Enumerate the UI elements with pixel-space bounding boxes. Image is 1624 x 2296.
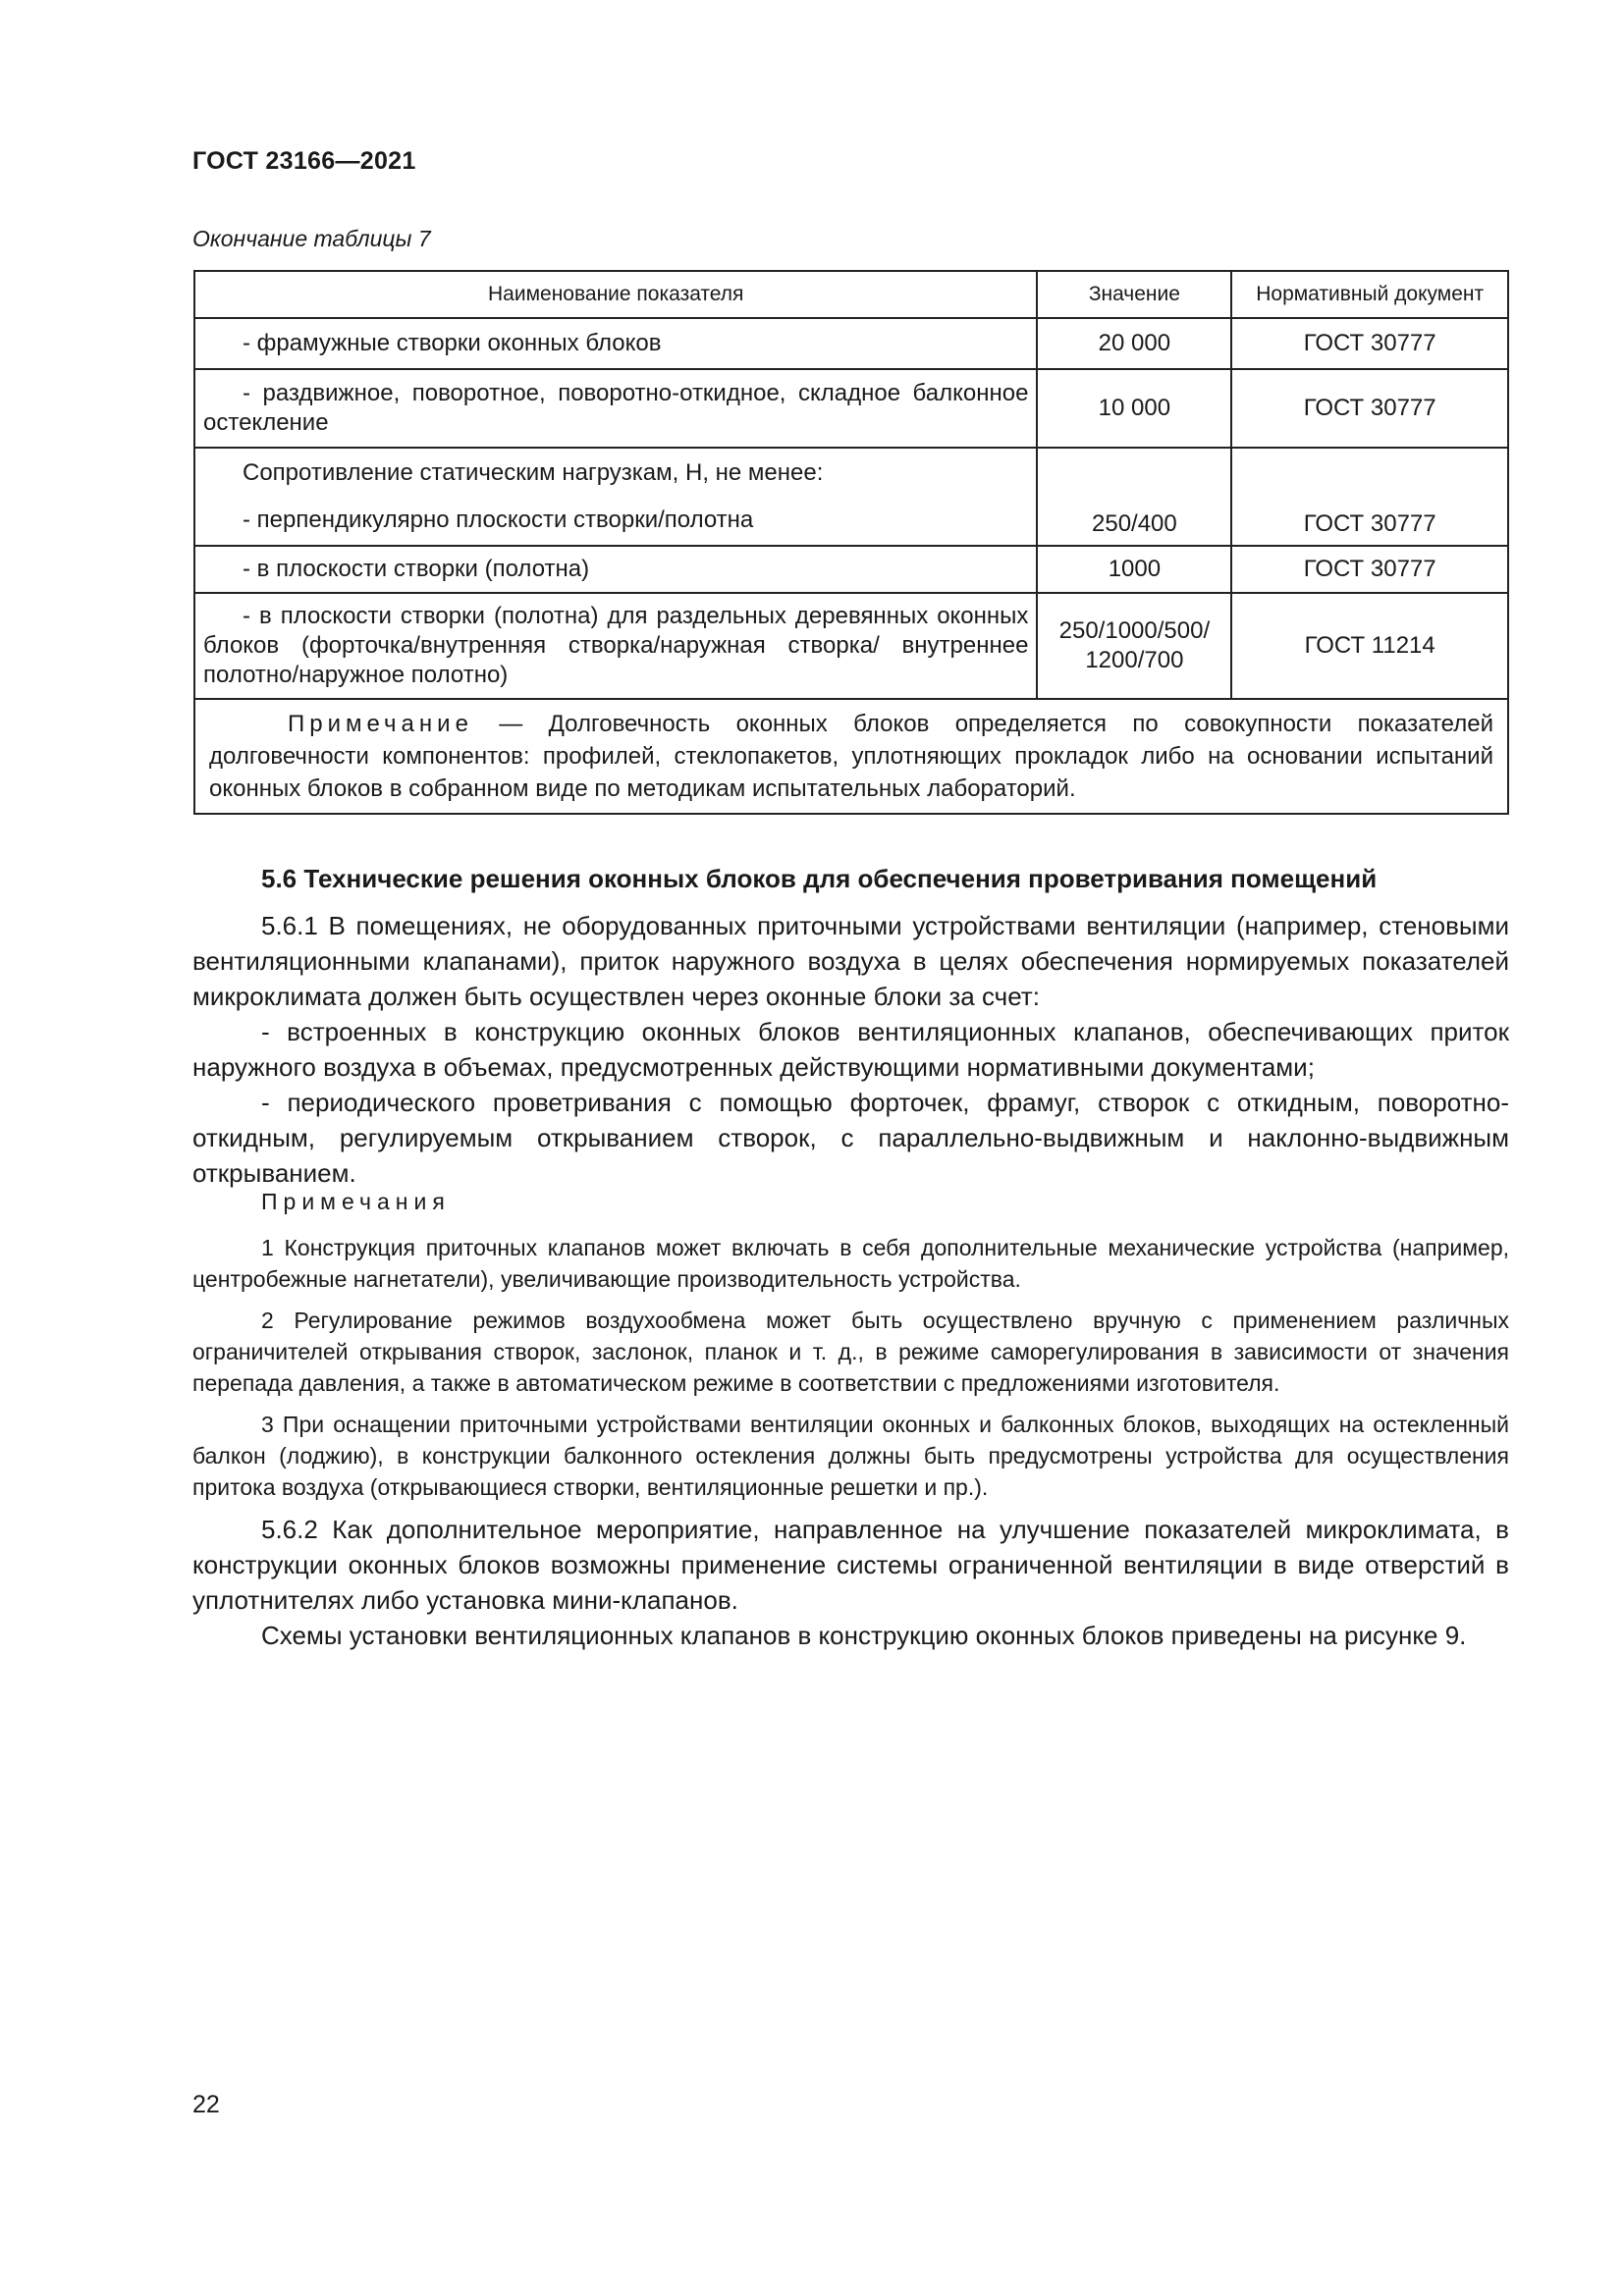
table-row <box>194 448 1508 546</box>
notes-title: Примечания <box>261 1189 451 1214</box>
note-item: 2 Регулирование режимов воздухообмена может быть осуществлено вручную с применением различных ограничителей открывания створок, заслонок, планок и т. д., в режиме саморегулирования в зависимости от значения перепада давления, а также в автоматическом режиме в соответствии с предложениями изготовителя. <box>192 1308 1509 1396</box>
row-name: - фрамужные створки оконных блоков <box>194 318 1037 369</box>
row-document: ГОСТ 30777 <box>1231 318 1508 369</box>
note-item: 3 При оснащении приточными устройствами вентиляции оконных и балконных блоков, выходящих на остекленный балкон (лоджию), в конструкции балконного остекления должны быть предусмотрены устройства для осуществления притока воздуха (открывающиеся створки, вентиляционные решетки и пр.). <box>192 1412 1509 1500</box>
row-value: 1000 <box>1037 546 1231 593</box>
row-name: - в плоскости створки (полотна) для раздельных деревянных оконных блоков (форточка/внутренняя створка/наружная створка/ внутреннее полотно/наружное полотно) <box>194 593 1037 699</box>
header-name: Наименование показателя <box>194 271 1037 318</box>
list-item: - периодического проветривания с помощью форточек, фрамуг, створок с откидным, поворотно-откидным, регулируемым открыванием створок, с параллельно-выдвижным и наклонно-выдвижным открыванием. <box>192 1088 1509 1188</box>
table-row <box>194 546 1508 593</box>
section-title: 5.6 Технические решения оконных блоков для обеспечения проветривания помещений <box>261 864 1378 893</box>
row-document: ГОСТ 30777 <box>1231 369 1508 448</box>
list-item: - встроенных в конструкцию оконных блоков вентиляционных клапанов, обеспечивающих приток наружного воздуха в объемах, предусмотренных действующими нормативными документами; <box>192 1017 1509 1082</box>
notes-block <box>192 1232 1509 1513</box>
table-note <box>194 699 1508 814</box>
table-row <box>194 593 1508 699</box>
row-document: ГОСТ 30777 <box>1231 546 1508 593</box>
table-row <box>194 369 1508 448</box>
table-row <box>194 318 1508 369</box>
table-header-row <box>194 271 1508 318</box>
header-document: Нормативный документ <box>1231 271 1508 318</box>
page-number: 22 <box>192 2091 220 2118</box>
row-value: 20 000 <box>1037 318 1231 369</box>
table-note-row <box>194 699 1508 814</box>
group-heading: Сопротивление статическим нагрузкам, Н, не менее: <box>243 459 824 486</box>
table-caption: Окончание таблицы 7 <box>192 226 431 251</box>
row-document: ГОСТ 30777 <box>1231 448 1508 546</box>
row-value: 250/1000/500/ 1200/700 <box>1037 593 1231 699</box>
row-document: ГОСТ 11214 <box>1231 593 1508 699</box>
row-value: 10 000 <box>1037 369 1231 448</box>
table-7 <box>193 270 1509 815</box>
row-name: - раздвижное, поворотное, поворотно-откидное, складное балконное остекление <box>194 369 1037 448</box>
note-item: 1 Конструкция приточных клапанов может включать в себя дополнительные механические устройства (например, центробежные нагнетатели), увеличивающие производительность устройства. <box>192 1235 1509 1292</box>
paragraph-5-6-1: 5.6.1 В помещениях, не оборудованных приточными устройствами вентиляции (например, стеновыми вентиляционными клапанами), приток наружного воздуха в целях обеспечения нормируемых показателей микроклимата должен быть осуществлен через оконные блоки за счет: <box>192 911 1509 1011</box>
document-code: ГОСТ 23166—2021 <box>192 147 416 175</box>
note-label: Примечание <box>288 711 473 737</box>
row-value: 250/400 <box>1037 448 1231 546</box>
header-value: Значение <box>1037 271 1231 318</box>
paragraph-figure-ref: Схемы установки вентиляционных клапанов в конструкцию оконных блоков приведены на рисунке 9. <box>261 1621 1467 1650</box>
paragraph-5-6-2: 5.6.2 Как дополнительное мероприятие, направленное на улучшение показателей микроклимата, в конструкции оконных блоков возможны применение системы ограниченной вентиляции в виде отверстий в уплотнителях либо установка мини-клапанов. <box>192 1515 1509 1615</box>
row-name: - в плоскости створки (полотна) <box>194 546 1037 593</box>
section-body-continued <box>192 1512 1509 1653</box>
note-text: — Долговечность оконных блоков определяется по совокупности показателей долговечности компонентов: профилей, стеклопакетов, уплотняющих прокладок либо на основании испытаний оконных блоков в собранном виде по методикам испытательных лабораторий. <box>209 711 1493 802</box>
section-body <box>192 908 1509 1191</box>
row-name: Сопротивление статическим нагрузкам, Н, не менее: - перпендикулярно плоскости створки/полотна <box>194 448 1037 546</box>
